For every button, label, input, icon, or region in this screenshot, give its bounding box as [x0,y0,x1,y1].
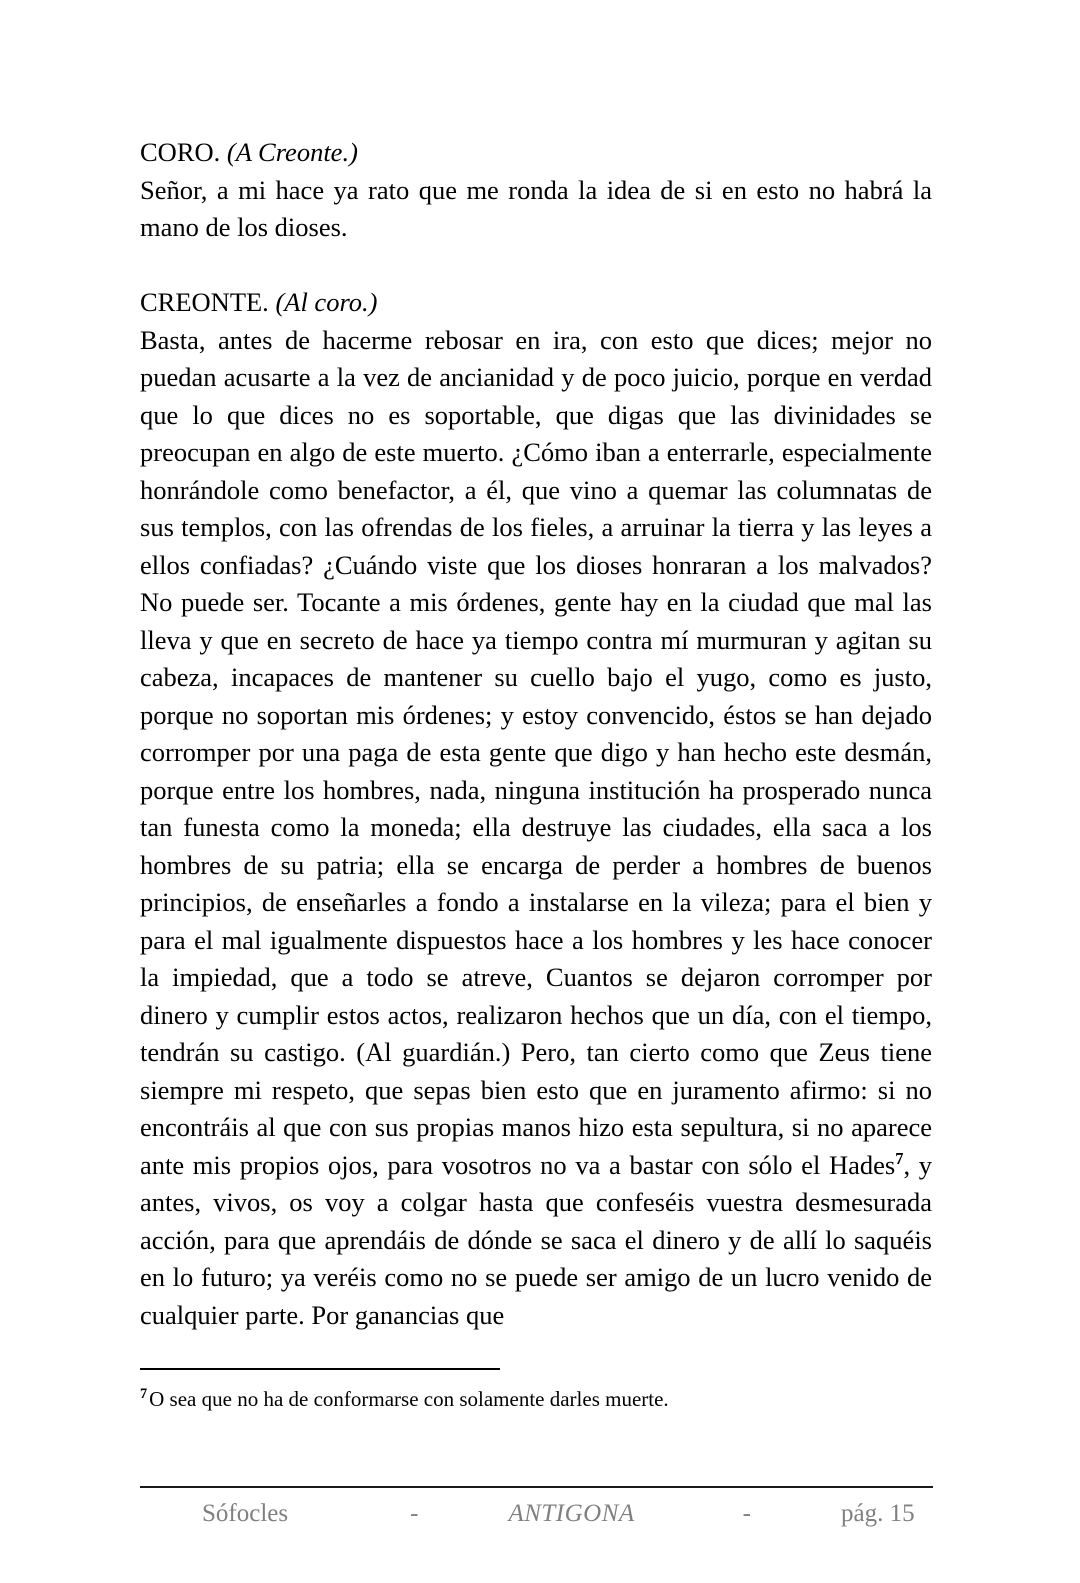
page-footer [140,1486,933,1530]
speech-text-creonte [140,322,932,1335]
paragraph-spacer [140,247,932,285]
speech-header-creonte [140,284,932,322]
main-text-column [140,134,932,1334]
footnote-reference-7[interactable]: 7 [895,1148,904,1168]
footer-separator-dash-1: - [410,1500,419,1527]
footnote-section [140,1368,932,1412]
speech-creonte [140,284,932,1334]
footer-separator-rule [140,1486,933,1488]
speaker-name-creonte: CREONTE. [140,287,269,317]
footer-page-number: pág. 15 [841,1500,915,1527]
speaker-name-coro: CORO. [140,137,221,167]
stage-direction-creonte: (Al coro.) [275,287,378,317]
speech-header-coro [140,134,932,172]
footer-work-title: ANTIGONA [508,1500,635,1527]
footnote-text: O sea que no ha de conformarse con solamente darles muerte. [149,1387,669,1411]
speech-text-creonte-part2: , y antes, vivos, os voy a colgar hasta que confeséis vuestra desmesurada acción, para que aprendáis de dónde se saca el dinero y de allí lo saquéis en lo futuro; ya veréis como no se puede ser amigo de un lucro venido de cualquier parte. Por ganancias que [140,1149,932,1330]
footnote-number: 7 [140,1386,148,1402]
speech-text-coro: Señor, a mi hace ya rato que me ronda la idea de si en esto no habrá la mano de los dioses. [140,174,932,242]
stage-direction-coro: (A Creonte.) [226,137,358,167]
speech-text-creonte-part1: Basta, antes de hacerme rebosar en ira, con esto que dices; mejor no puedan acusarte a la vez de ancianidad y de poco juicio, porque en verdad que lo que dices no es soportable, que digas que las divinidades se preocupan en algo de este muerto. ¿Cómo iban a enterrarle, especialmente honrándole como benefactor, a él, que vino a quemar las columnatas de sus templos, con las ofrendas de los fieles, a arruinar la tierra y las leyes a ellos confiadas? ¿Cuándo viste que los dioses honraran a los malvados? No puede ser. Tocante a mis órdenes, gente hay en la ciudad que mal las lleva y que en secreto de hace ya tiempo contra mí murmuran y agitan su cabeza, incapaces de mantener su cuello bajo el yugo, como es justo, porque no soportan mis órdenes; y estoy convencido, éstos se han dejado corromper por una paga de esta gente que digo y han hecho este desmán, porque entre los hombres, nada, ninguna institución ha prosperado nunca tan funesta como la moneda; ella destruye las ciudades, ella saca a los hombres de su patria; ella se encarga de perder a hombres de buenos principios, de enseñarles a fondo a instalarse en la vileza; para el bien y para el mal igualmente dispuestos hace a los hombres y les hace conocer la impiedad, que a todo se atreve, Cuantos se dejaron corromper por dinero y cumplir estos actos, realizaron hechos que un día, con el tiempo, tendrán su castigo. (Al guardián.) Pero, tan cierto como que Zeus tiene siempre mi respeto, que sepas bien esto que en juramento afirmo: si no encontráis al que con sus propias manos hizo esta sepultura, si no aparece ante mis propios ojos, para vosotros no va a bastar con sólo el Hades [140,324,932,1180]
footer-separator-dash-2: - [742,1500,751,1527]
speech-coro [140,134,932,247]
footnote-separator-rule [140,1368,500,1370]
footer-content-row [140,1498,933,1530]
footer-author: Sófocles [202,1500,289,1527]
footnote-entry-7 [140,1386,932,1412]
